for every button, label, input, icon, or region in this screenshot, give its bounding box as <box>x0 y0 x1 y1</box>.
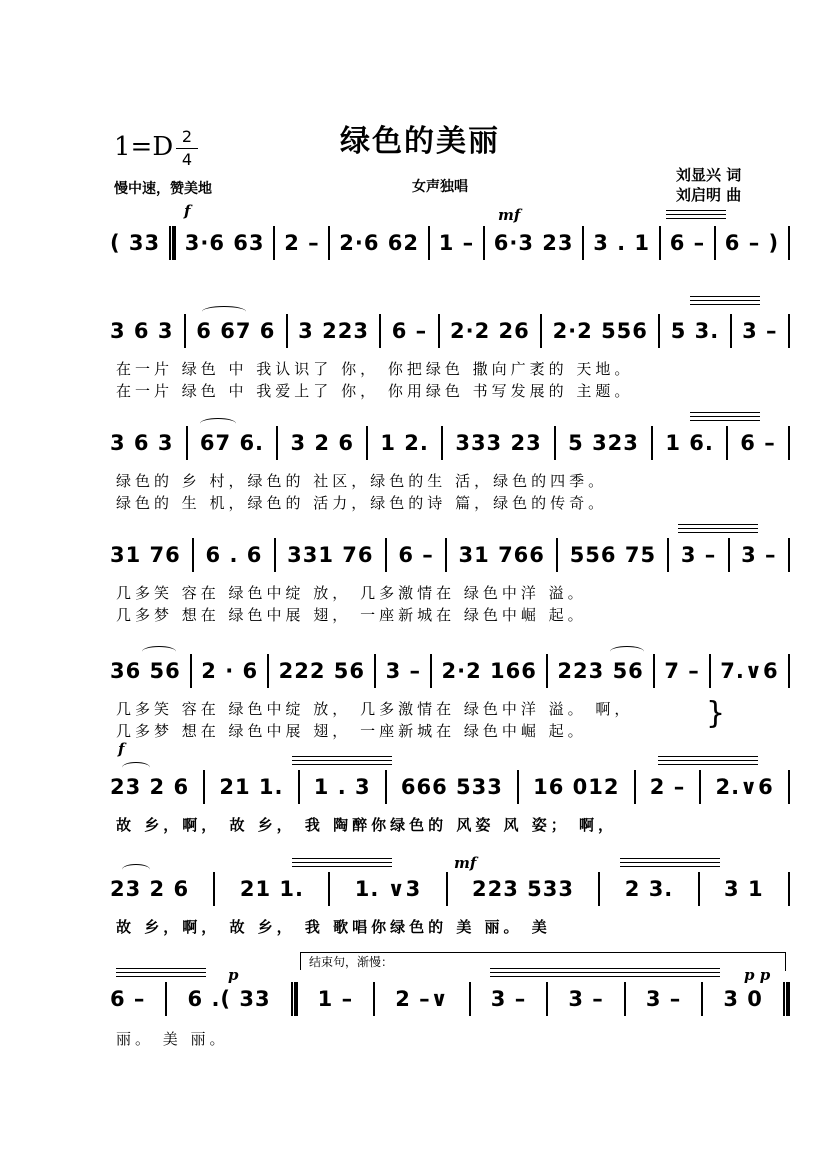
barline <box>659 226 661 260</box>
note-group: 3 – <box>680 543 717 567</box>
note-group: 2.∨6 <box>715 775 774 799</box>
barline <box>624 982 626 1016</box>
voice-type: 女声独唱 <box>412 179 468 195</box>
tremolo-mark <box>490 968 720 982</box>
barline <box>598 872 600 906</box>
barline <box>653 654 655 688</box>
barline <box>788 226 790 260</box>
key-signature: 1=D <box>114 132 174 162</box>
note-group: 21 1. <box>239 877 304 901</box>
note-group: 6 .( 33 <box>187 987 271 1011</box>
lyric-line: 故 乡，啊， 故 乡， 我 陶醉你绿色的 风姿 风 姿； 啊， <box>116 816 618 834</box>
note-group: 2 – <box>649 775 686 799</box>
note-group: 2·6 62 <box>339 231 420 255</box>
barline <box>698 872 700 906</box>
note-group: 1 2. <box>380 431 429 455</box>
note-group: 1 . 3 <box>313 775 371 799</box>
tremolo-mark <box>292 756 392 770</box>
lyric-verse-1: 几多笑 容在 绿色中绽 放， 几多激情在 绿色中洋 溢。 啊， <box>116 700 634 718</box>
barline <box>469 982 471 1016</box>
final-barline <box>783 982 790 1016</box>
note-group: 331 76 <box>287 543 374 567</box>
notation-row <box>110 538 790 572</box>
note-group: 3 223 <box>298 319 369 343</box>
barline <box>728 538 730 572</box>
barline <box>788 314 790 348</box>
barline <box>554 426 556 460</box>
note-group: 31 76 <box>110 543 181 567</box>
lyric-brace: } <box>706 696 726 731</box>
note-group: 6·3 23 <box>493 231 574 255</box>
song-title: 绿色的美丽 <box>340 124 500 159</box>
notation-row <box>110 872 790 906</box>
note-group: 6 – <box>398 543 434 567</box>
barline <box>379 314 381 348</box>
tremolo-mark <box>690 296 760 310</box>
barline <box>192 538 194 572</box>
lyric-line: 故 乡，啊， 故 乡， 我 歌唱你绿色的 美 丽。 美 <box>116 918 551 936</box>
barline <box>186 426 188 460</box>
note-group: 2·2 556 <box>552 319 648 343</box>
dynamic-forte: f <box>184 202 191 220</box>
barline <box>634 770 636 804</box>
note-group: 3 – <box>645 987 682 1011</box>
lyric-verse-2: 绿色的 生 机，绿色的 活力，绿色的诗 篇，绿色的传奇。 <box>116 494 608 512</box>
barline <box>165 982 167 1016</box>
slur-mark <box>122 864 150 875</box>
tremolo-mark <box>666 210 726 224</box>
notation-row <box>110 426 790 460</box>
repeat-end-barline <box>291 982 298 1016</box>
note-group: 7 – <box>664 659 700 683</box>
note-group: 5 3. <box>670 319 720 343</box>
tremolo-mark <box>620 858 720 872</box>
barline <box>788 654 790 688</box>
barline <box>701 982 703 1016</box>
note-group: 222 56 <box>278 659 366 683</box>
time-signature-top: 2 <box>181 127 193 146</box>
barline <box>788 872 790 906</box>
barline <box>788 770 790 804</box>
note-group: 3 – <box>385 659 421 683</box>
barline <box>714 226 716 260</box>
dynamic-mezzo-forte: mf <box>498 206 521 224</box>
note-group: 31 766 <box>458 543 545 567</box>
time-signature-bottom: 4 <box>181 150 193 169</box>
notation-row <box>110 654 790 688</box>
dynamic-mezzo-forte-2: mf <box>454 854 477 872</box>
barline <box>385 770 387 804</box>
note-group: 3 . 1 <box>593 231 651 255</box>
slur-mark <box>202 306 246 317</box>
note-group: 3 2 6 <box>290 431 354 455</box>
note-group: 1 – <box>438 231 475 255</box>
note-group: 666 533 <box>400 775 503 799</box>
note-group: 23 2 6 <box>110 775 190 799</box>
barline <box>213 872 215 906</box>
barline <box>430 654 432 688</box>
note-group: 6 – <box>669 231 706 255</box>
note-group: 2 · 6 <box>201 659 259 683</box>
barline <box>446 872 448 906</box>
time-signature <box>176 128 198 169</box>
slur-mark <box>200 418 236 429</box>
note-group: 2·2 26 <box>450 319 530 343</box>
barline <box>582 226 584 260</box>
note-group: 3 – <box>742 319 778 343</box>
barline <box>190 654 192 688</box>
note-group: 3 1 <box>724 877 764 901</box>
note-group: 5 323 <box>568 431 639 455</box>
note-group: 2·2 166 <box>441 659 537 683</box>
note-group: 1. ∨3 <box>354 877 422 901</box>
barline <box>540 314 542 348</box>
barline <box>373 982 375 1016</box>
note-group: 1 6. <box>665 431 714 455</box>
composer-credit: 刘启明 曲 <box>676 186 742 204</box>
barline <box>438 314 440 348</box>
lyric-verse-2: 几多梦 想在 绿色中展 翅， 一座新城在 绿色中崛 起。 <box>116 606 587 624</box>
lyric-verse-1: 几多笑 容在 绿色中绽 放， 几多激情在 绿色中洋 溢。 <box>116 584 587 602</box>
note-group: 7.∨6 <box>720 659 779 683</box>
barline <box>286 314 288 348</box>
notation-row <box>110 314 790 348</box>
note-group: 556 75 <box>569 543 657 567</box>
note-group: 2 –∨ <box>395 987 449 1011</box>
barline <box>273 226 275 260</box>
note-group: 3 – <box>490 987 527 1011</box>
lyricist-credit: 刘显兴 词 <box>676 166 742 184</box>
lyric-verse-2: 几多梦 想在 绿色中展 翅， 一座新城在 绿色中崛 起。 <box>116 722 587 740</box>
barline <box>667 538 669 572</box>
note-group: 23 2 6 <box>110 877 190 901</box>
dynamic-piano: p <box>228 966 239 984</box>
notation-row <box>110 226 790 260</box>
note-group: 2 3. <box>624 877 674 901</box>
note-group: 3 0 <box>723 987 763 1011</box>
barline <box>298 770 300 804</box>
barline <box>709 654 711 688</box>
slur-mark <box>610 646 644 657</box>
barline <box>274 538 276 572</box>
barline <box>366 426 368 460</box>
volta-end-mark <box>785 953 786 971</box>
note-group: 2 – <box>284 231 320 255</box>
dynamic-forte-2: f <box>118 740 125 758</box>
note-group: 6 . 6 <box>205 543 263 567</box>
lyric-verse-1: 在一片 绿色 中 我认识了 你， 你把绿色 撒向广袤的 天地。 <box>116 360 634 378</box>
tremolo-mark <box>116 968 206 982</box>
repeat-start-barline <box>169 226 176 260</box>
barline <box>726 426 728 460</box>
slur-mark <box>122 762 150 773</box>
note-group: 333 23 <box>455 431 542 455</box>
barline <box>385 538 387 572</box>
barline <box>276 426 278 460</box>
barline <box>788 538 790 572</box>
barline <box>788 426 790 460</box>
tremolo-mark <box>658 756 758 770</box>
barline <box>730 314 732 348</box>
note-group: 6 – <box>740 431 776 455</box>
barline <box>445 538 447 572</box>
barline <box>328 226 330 260</box>
barline <box>546 654 548 688</box>
note-group: 6 – <box>391 319 428 343</box>
notation-row <box>110 982 790 1016</box>
barline <box>651 426 653 460</box>
barline <box>428 226 430 260</box>
barline <box>441 426 443 460</box>
barline <box>483 226 485 260</box>
tempo-marking: 慢中速，赞美地 <box>114 181 212 197</box>
barline <box>328 872 330 906</box>
note-group: 3·6 63 <box>184 231 265 255</box>
barline <box>699 770 701 804</box>
barline <box>556 538 558 572</box>
barline <box>374 654 376 688</box>
barline <box>203 770 205 804</box>
tremolo-mark <box>678 524 758 538</box>
barline <box>658 314 660 348</box>
note-group: ( 33 <box>110 231 161 255</box>
lyric-verse-1: 绿色的 乡 村，绿色的 社区，绿色的生 活，绿色的四季。 <box>116 472 608 490</box>
note-group: 6 – ) <box>724 231 780 255</box>
tremolo-mark <box>292 858 392 872</box>
barline <box>184 314 186 348</box>
note-group: 3 – <box>568 987 604 1011</box>
note-group: 3 – <box>741 543 777 567</box>
dynamic-pianissimo: p p <box>744 966 771 984</box>
note-group: 3 6 3 <box>110 431 174 455</box>
barline <box>546 982 548 1016</box>
barline <box>517 770 519 804</box>
note-group: 6 67 6 <box>196 319 276 343</box>
notation-row <box>110 770 790 804</box>
note-group: 16 012 <box>533 775 620 799</box>
lyric-verse-2: 在一片 绿色 中 我爱上了 你， 你用绿色 书写发展的 主题。 <box>116 382 634 400</box>
note-group: 1 – <box>317 987 354 1011</box>
note-group: 67 6. <box>199 431 265 455</box>
note-group: 6 – <box>110 987 146 1011</box>
note-group: 3 6 3 <box>110 319 174 343</box>
note-group: 223 56 <box>557 659 644 683</box>
note-group: 36 56 <box>110 659 181 683</box>
tremolo-mark <box>690 412 760 426</box>
lyric-line: 丽。 美 丽。 <box>116 1030 229 1048</box>
time-signature-bar <box>176 148 198 149</box>
note-group: 21 1. <box>219 775 284 799</box>
barline <box>267 654 269 688</box>
ending-volta-label: 结束句，渐慢： <box>309 955 394 969</box>
slur-mark <box>142 646 176 657</box>
note-group: 223 533 <box>472 877 575 901</box>
